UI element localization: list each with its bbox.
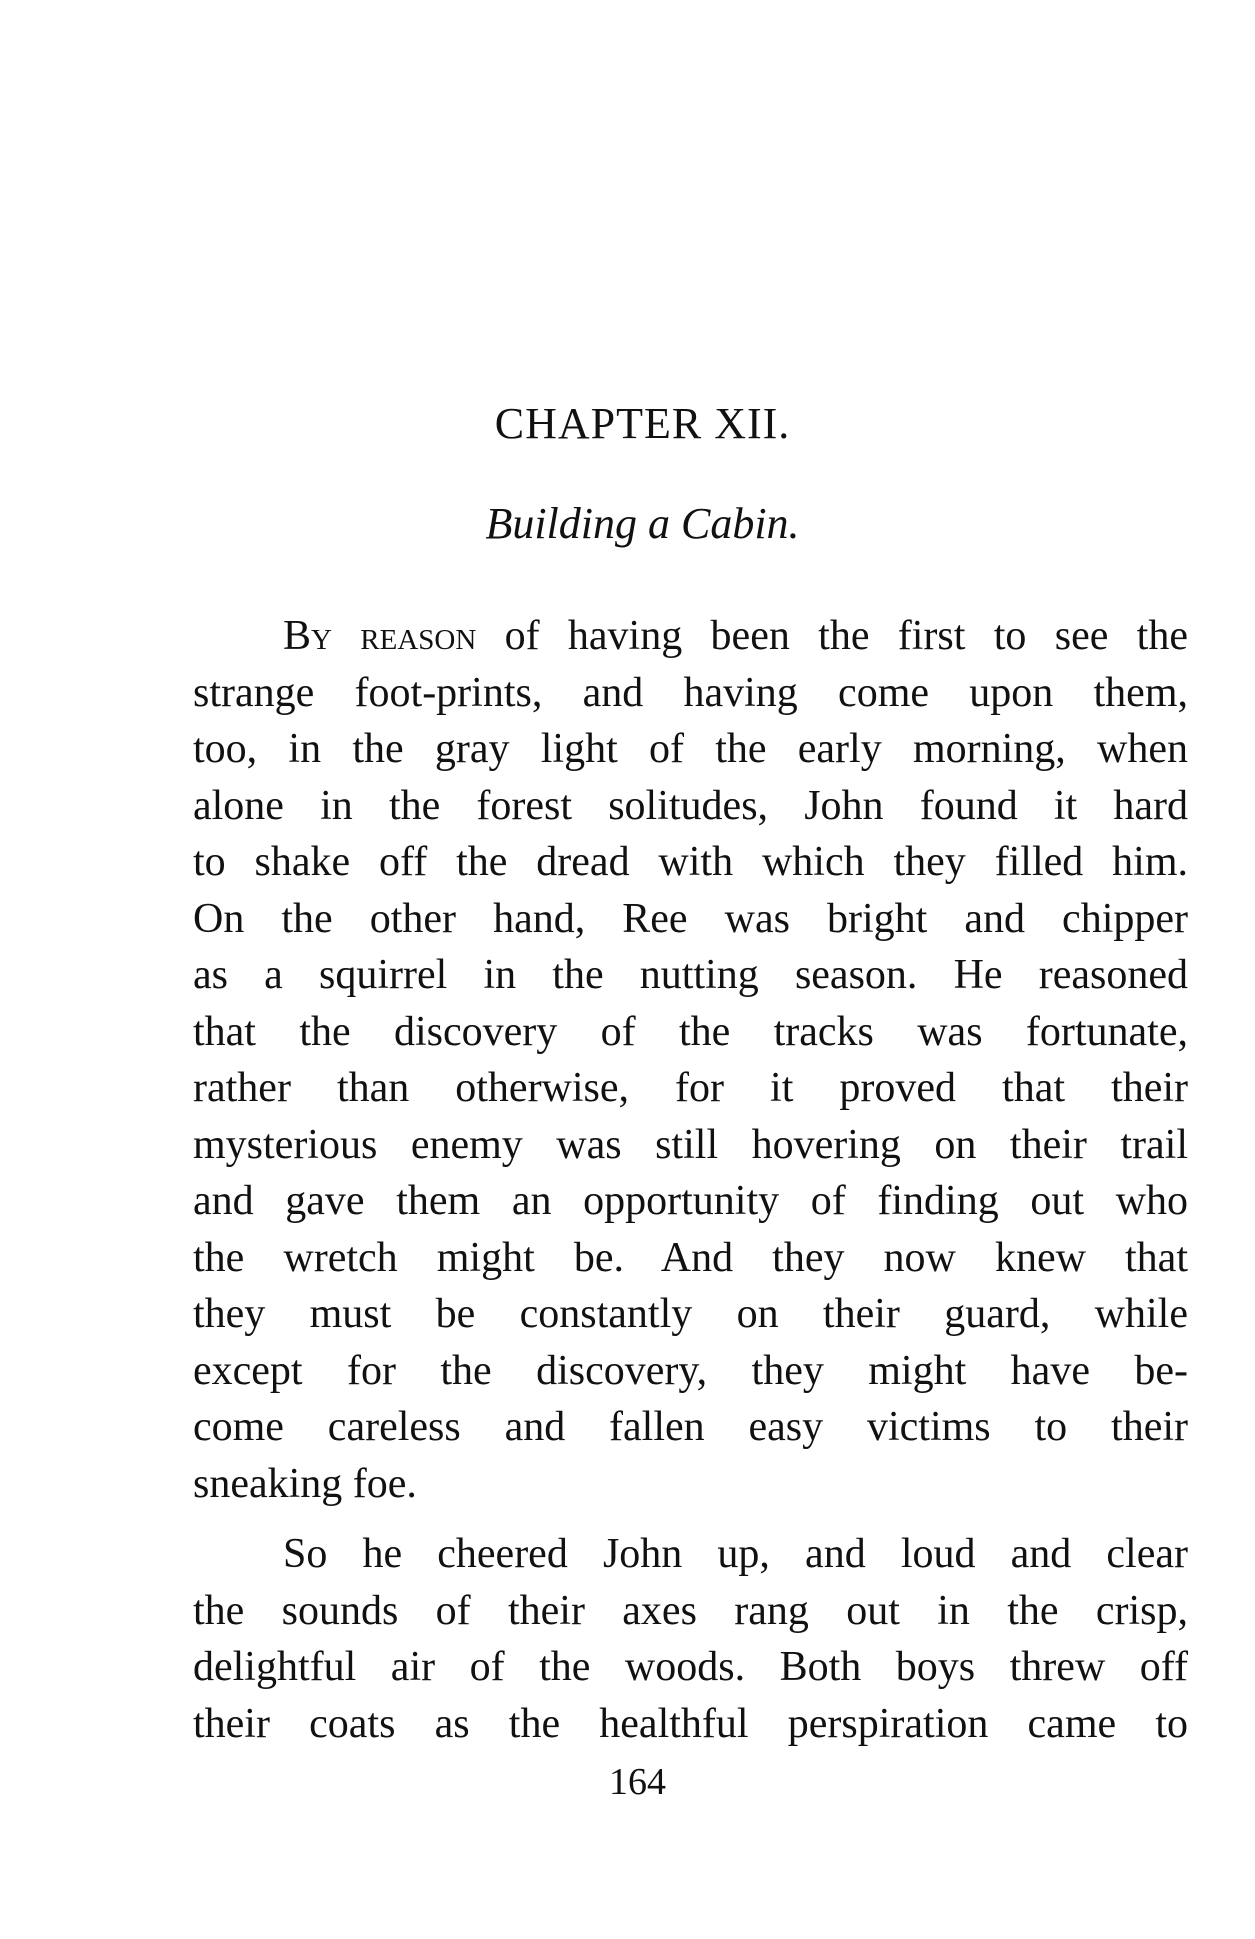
text-line: delightful air of the woods. Both boys threw off bbox=[193, 1644, 1188, 1690]
text-line: So he cheered John up, and loud and clear bbox=[283, 1531, 1188, 1577]
paragraph-2 bbox=[193, 1526, 1188, 1752]
text-line: the sounds of their axes rang out in the crisp, bbox=[193, 1587, 1188, 1634]
page-number: 164 bbox=[609, 1761, 666, 1803]
chapter-heading: CHAPTER XII. bbox=[494, 399, 791, 448]
text-line: sneaking foe. bbox=[193, 1460, 417, 1507]
text-line: rather than otherwise, for it proved that their bbox=[193, 1065, 1188, 1111]
text-line: On the other hand, Ree was bright and chipper bbox=[193, 895, 1188, 942]
text-line: and gave them an opportunity of finding out who bbox=[193, 1178, 1188, 1224]
text-line: alone in the forest solitudes, John found it hard bbox=[193, 782, 1188, 829]
body-text bbox=[193, 608, 1188, 1752]
text-line: except for the discovery, they might have be- bbox=[193, 1347, 1188, 1394]
text-line: as a squirrel in the nutting season. He reasoned bbox=[193, 952, 1188, 998]
text-line: they must be constantly on their guard, while bbox=[193, 1291, 1188, 1337]
text-line: come careless and fallen easy victims to their bbox=[193, 1404, 1188, 1450]
text-line: the wretch might be. And they now knew that bbox=[193, 1234, 1188, 1281]
chapter-subtitle: Building a Cabin. bbox=[485, 499, 800, 548]
text-line: mysterious enemy was still hovering on their trail bbox=[193, 1121, 1188, 1168]
opening-small-caps: By reason bbox=[283, 613, 477, 659]
text-line: strange foot-prints, and having come upon them, bbox=[193, 669, 1188, 716]
paragraph-gap bbox=[193, 1512, 1188, 1526]
paragraph-1 bbox=[193, 608, 1188, 1512]
text-line bbox=[193, 608, 1188, 665]
first-line-rest: of having been the first to see the bbox=[476, 613, 1188, 659]
text-line: to shake off the dread with which they filled him. bbox=[193, 839, 1188, 885]
text-line: their coats as the healthful perspiration came to bbox=[193, 1700, 1188, 1747]
text-line: that the discovery of the tracks was fortunate, bbox=[193, 1008, 1188, 1055]
text-line: too, in the gray light of the early morning, when bbox=[193, 726, 1188, 772]
